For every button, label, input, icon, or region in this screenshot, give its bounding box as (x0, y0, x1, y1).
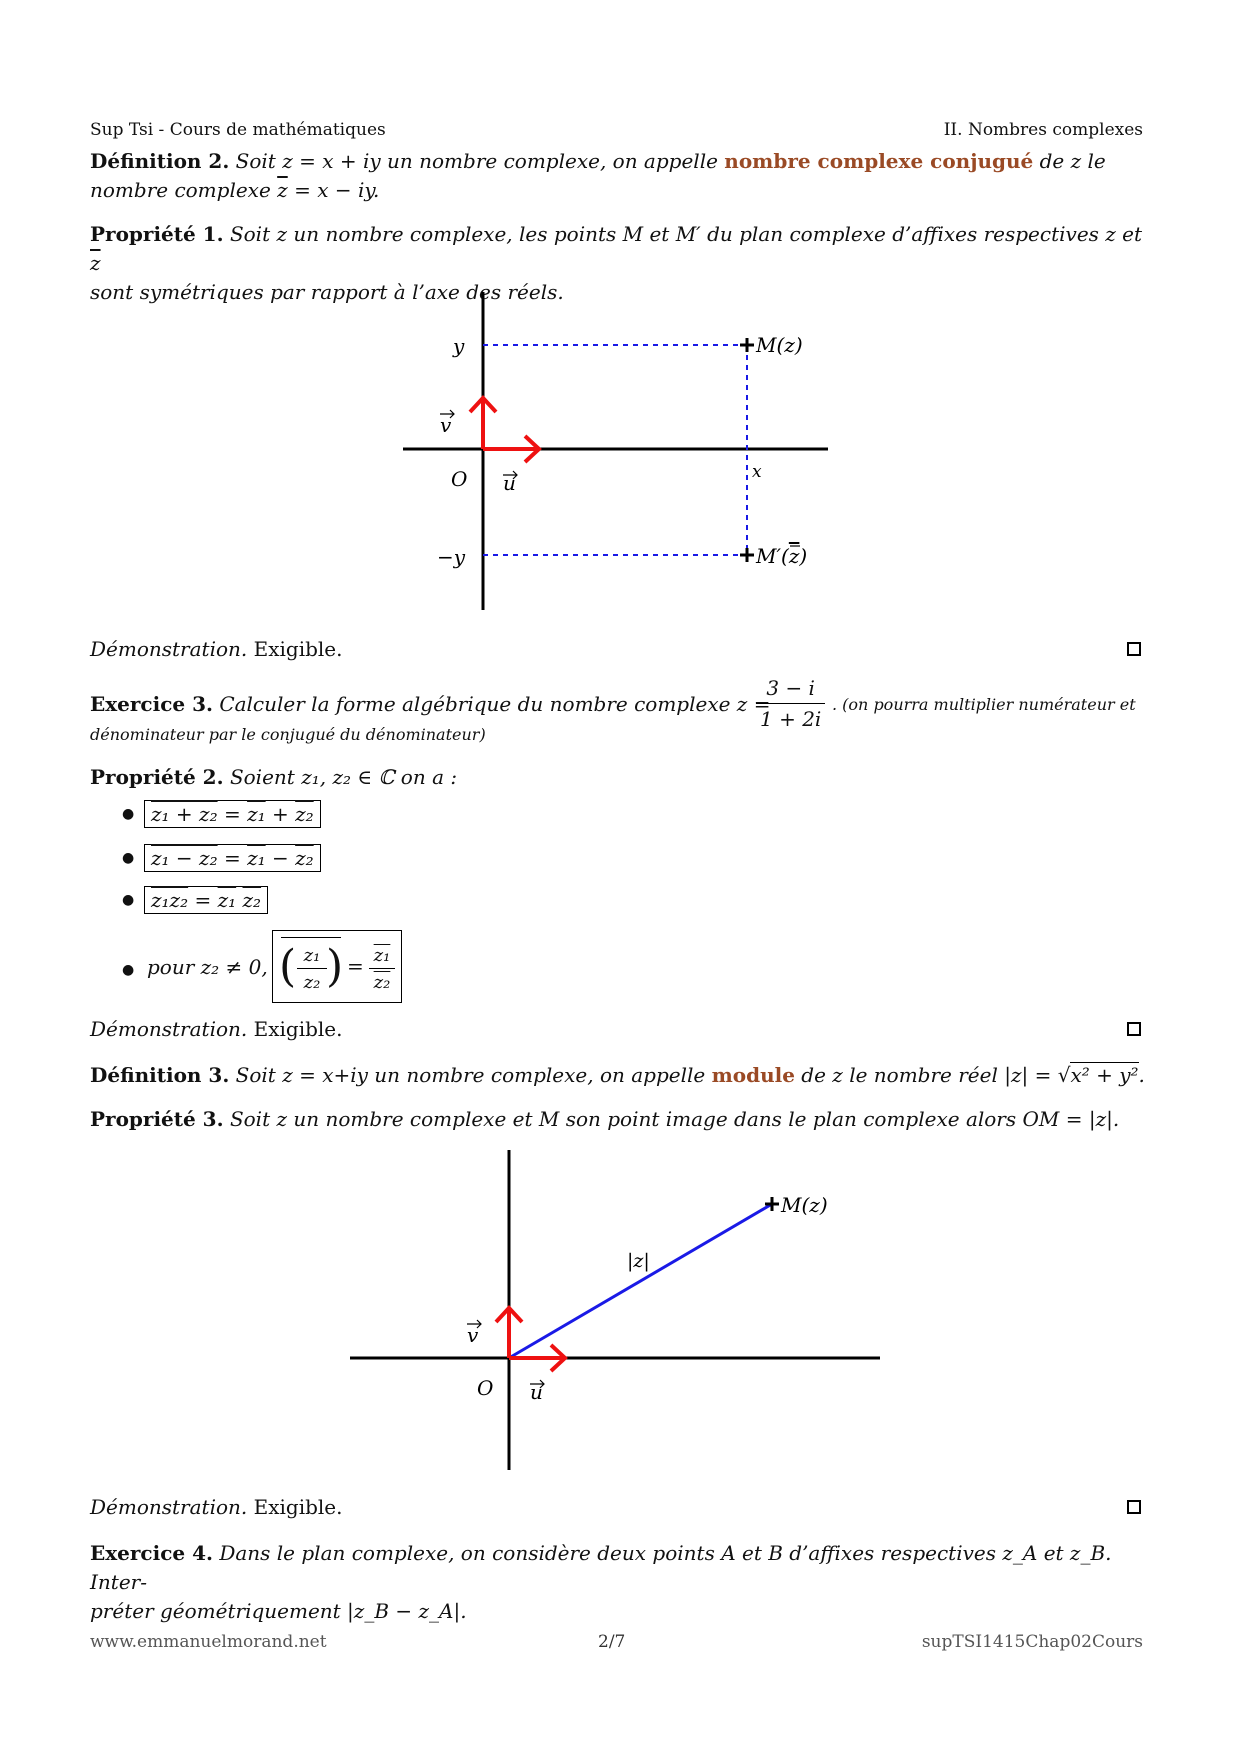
exercise-3-fraction: $\frac{3 - i}{1 + 2i}$ (756, 673, 825, 734)
figure-module (0, 1140, 1240, 1490)
conjugate-product-formula: z₁z₂ = z₁ z₂ (144, 886, 268, 914)
label-M: M(z) (781, 1193, 828, 1217)
property-1-label: Propriété 1. (90, 222, 224, 246)
quotient-condition: pour z₂ ≠ 0, (147, 955, 268, 979)
bullet-icon: ● (122, 806, 135, 822)
point-M-marker (765, 1197, 779, 1211)
vector-u-arrow (509, 1345, 565, 1371)
demonstration-3: Démonstration. Exigible. (90, 1495, 343, 1519)
label-Mprime: M′(z) (756, 544, 808, 568)
segment-OM (509, 1204, 772, 1358)
definition-2-label: Définition 2. (90, 149, 230, 173)
label-origin: O (451, 467, 468, 491)
conjugate-quotient-formula: ( ) z₁ z₂ = z₁ z₂ (272, 930, 402, 1003)
header-left: Sup Tsi - Cours de mathématiques (90, 120, 386, 140)
label-y: y (453, 334, 465, 358)
definition-2: Définition 2. Soit z = x + iy un nombre complexe, on appelle nombre complexe conjugué de z le nombre complexe $\overline{z} = x$ − iy. (90, 149, 1106, 202)
definition-3: Définition 3. Soit z = x+iy un nombre complexe, on appelle module de z le nombre réel |z| = √x² + y². (90, 1063, 1145, 1087)
property-2: Propriété 2. Soient z₁, z₂ ∈ ℂ on a : (90, 765, 458, 789)
bullet-icon: ● (122, 892, 135, 908)
figure-conjugate-symmetry (0, 0, 1240, 640)
label-modulus: |z| (627, 1250, 650, 1272)
term-module: module (711, 1063, 795, 1087)
label-M: M(z) (756, 333, 803, 357)
bullet-icon: ● (122, 850, 135, 866)
label-x: x (752, 462, 762, 482)
label-origin: O (477, 1376, 494, 1400)
exercise-3-label: Exercice 3. (90, 692, 213, 716)
point-M-marker (740, 338, 754, 352)
qed-box-3 (1127, 1500, 1141, 1514)
label-u: u (503, 471, 516, 495)
property-1: Propriété 1. Soit z un nombre complexe, les points M et M′ du plan complexe d’affixes respectives z et $\overline{z}$ sont symétriques par rapport à l’axe des réels. (90, 222, 1143, 304)
conjugate-difference-formula: z₁ − z₂ = z₁ − z₂ (144, 844, 321, 872)
property-2-label: Propriété 2. (90, 765, 224, 789)
vector-v-arrow (496, 1308, 522, 1358)
exercise-3: Exercice 3. Calculer la forme algébrique du nombre complexe z = (90, 692, 771, 716)
label-u: u (530, 1380, 543, 1404)
vector-v-arrow (470, 398, 496, 449)
exercise-4: Exercice 4. Dans le plan complexe, on considère deux points A et B d’affixes respectives z_A et z_B. Inter- préter géométriquement |z_B − z_A|. (90, 1541, 1112, 1623)
conjugate-sum-formula: z₁ + z₂ = z₁ + z₂ (144, 800, 321, 828)
bullet-icon: ● (122, 962, 135, 978)
label-v: v (440, 413, 452, 437)
property-3-label: Propriété 3. (90, 1107, 224, 1131)
property-3: Propriété 3. Soit z un nombre complexe et M son point image dans le plan complexe alors OM = |z|. (90, 1107, 1120, 1131)
demonstration-2: Démonstration. Exigible. (90, 1017, 343, 1041)
definition-3-label: Définition 3. (90, 1063, 230, 1087)
footer-website: www.emmanuelmorand.net (90, 1632, 327, 1652)
footer-document-id: supTSI1415Chap02Cours (921, 1632, 1143, 1652)
demonstration-1: Démonstration. Exigible. (90, 637, 343, 661)
label-neg-y: −y (437, 545, 466, 569)
term-conjugue: nombre complexe conjugué (724, 149, 1034, 173)
label-v: v (467, 1323, 479, 1347)
qed-box-1 (1127, 642, 1141, 656)
header-right: II. Nombres complexes (943, 120, 1143, 140)
point-Mprime-marker (740, 548, 754, 562)
exercise-3-note-2: dénominateur par le conjugué du dénominateur) (90, 725, 486, 744)
page-number: 2/7 (598, 1632, 626, 1652)
exercise-3-note-1: . (on pourra multiplier numérateur et (832, 695, 1136, 714)
exercise-4-label: Exercice 4. (90, 1541, 213, 1565)
qed-box-2 (1127, 1022, 1141, 1036)
vector-u-arrow (483, 436, 539, 462)
